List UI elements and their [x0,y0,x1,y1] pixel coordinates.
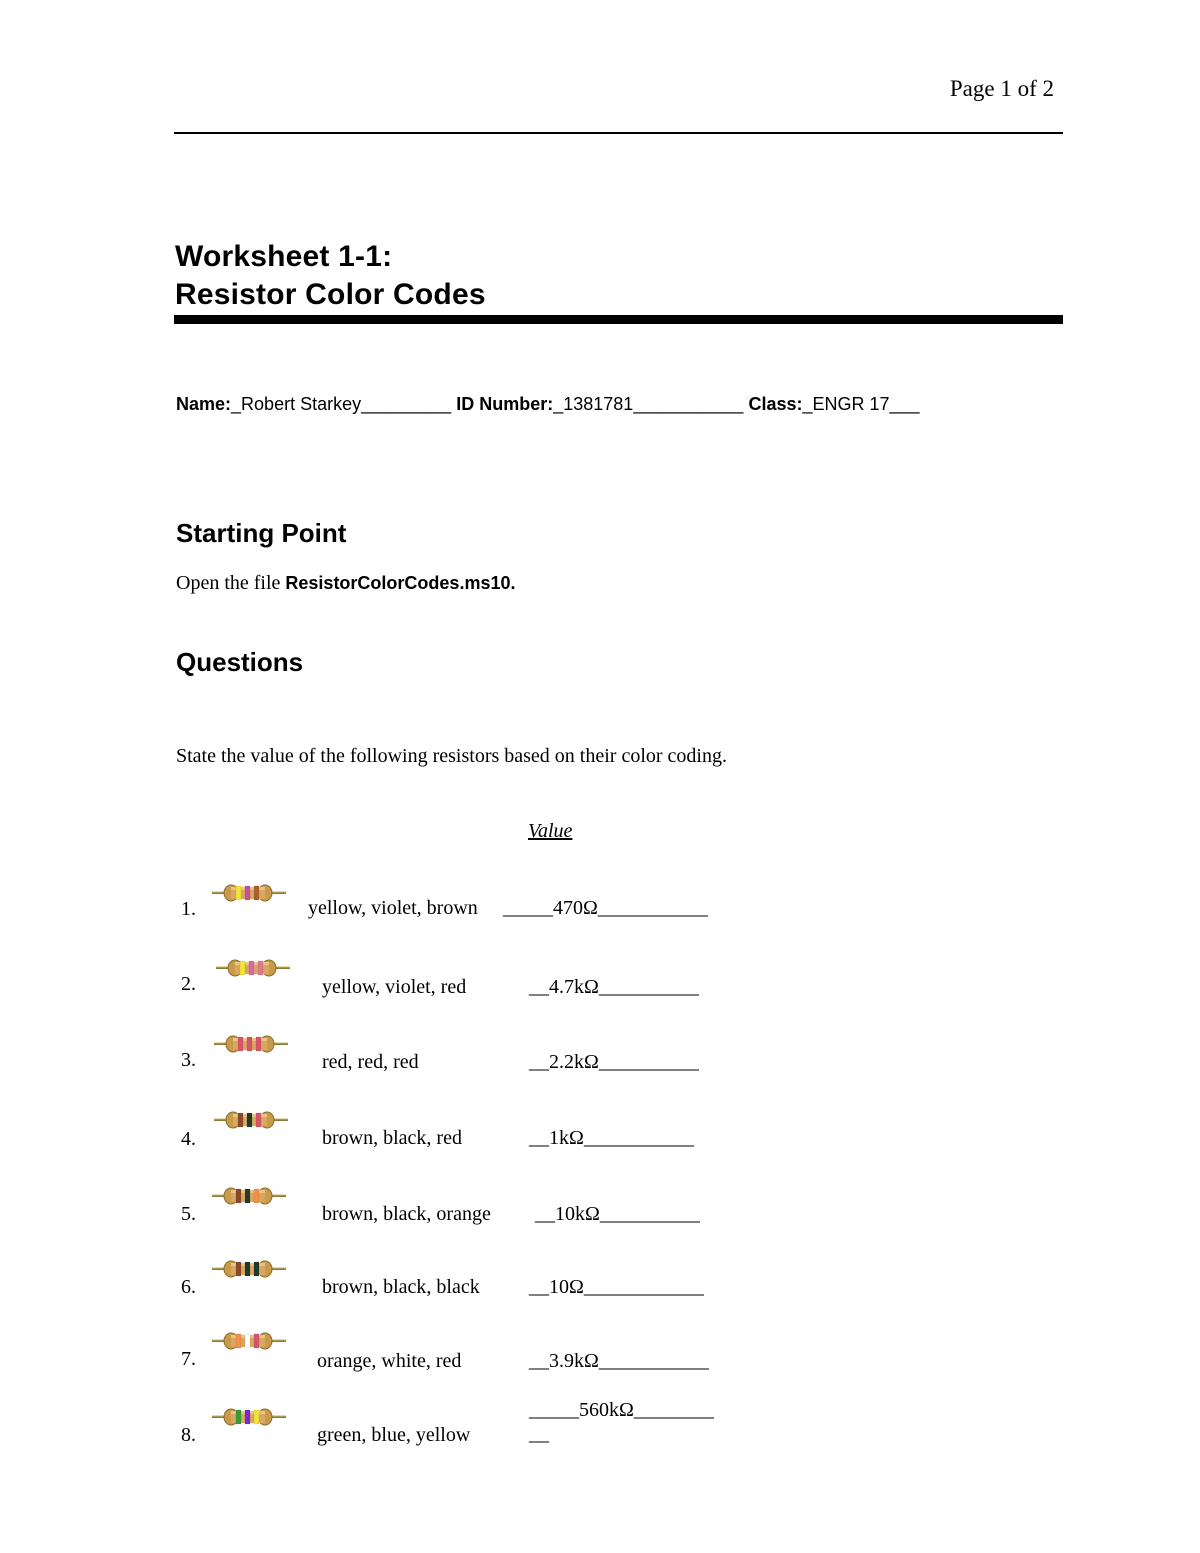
question-8-colors: green, blue, yellow [317,1424,471,1446]
questions-heading: Questions [176,647,304,677]
resistor-4-image [214,1107,288,1133]
starting-point-heading: Starting Point [176,518,347,548]
question-6-colors: brown, black, black [322,1276,480,1298]
name-label: Name: [176,394,232,414]
title-divider [174,315,1063,324]
question-3-number: 3. [181,1049,196,1071]
question-8-answer-line-1: _____560kΩ________ [529,1399,714,1421]
question-3-answer[interactable]: __2.2kΩ__________ [529,1051,699,1073]
question-3-colors: red, red, red [322,1051,419,1073]
questions-instructions: State the value of the following resistors based on their color coding. [176,745,727,767]
id-number-field[interactable]: _1381781___________ [553,394,744,414]
page-number: Page 1 of 2 [949,76,1054,101]
name-field[interactable]: _Robert Starkey_________ [231,394,452,414]
resistor-2-image [216,955,290,981]
open-file-instruction [176,572,515,595]
question-7-number: 7. [181,1348,196,1370]
resistor-1-image [212,880,286,906]
question-2-colors: yellow, violet, red [322,976,467,998]
title-line-1: Worksheet 1-1: [175,240,393,273]
class-field[interactable]: _ENGR 17___ [802,394,920,414]
question-5-answer[interactable]: __10kΩ__________ [535,1203,700,1225]
student-info-line [176,394,920,415]
question-8-answer-line-2: __ [529,1423,549,1445]
resistor-3-image [214,1031,288,1057]
question-1-colors: yellow, violet, brown [308,897,478,919]
header-divider [174,132,1063,134]
question-1-answer[interactable]: _____470Ω___________ [503,897,708,919]
resistor-5-image [212,1183,286,1209]
question-1-number: 1. [181,898,196,920]
class-label: Class: [748,394,803,414]
question-7-colors: orange, white, red [317,1350,462,1372]
question-4-colors: brown, black, red [322,1127,462,1149]
question-7-answer[interactable]: __3.9kΩ___________ [529,1350,709,1372]
title-line-2: Resistor Color Codes [175,278,486,311]
question-4-answer[interactable]: __1kΩ___________ [529,1127,694,1149]
question-5-number: 5. [181,1203,196,1225]
worksheet-title [175,238,486,314]
filename: ResistorColorCodes.ms10. [285,573,516,593]
question-4-number: 4. [181,1128,196,1150]
resistor-8-image [212,1404,286,1430]
question-5-colors: brown, black, orange [322,1203,491,1225]
question-2-answer[interactable]: __4.7kΩ__________ [529,976,699,998]
question-8-number: 8. [181,1424,196,1446]
resistor-7-image [212,1328,286,1354]
open-file-text: Open the file [176,572,286,594]
question-6-answer[interactable]: __10Ω____________ [529,1276,704,1298]
question-8-answer[interactable] [529,1398,714,1446]
question-6-number: 6. [181,1276,196,1298]
id-number-label: ID Number: [456,394,554,414]
value-column-header: Value [528,820,573,842]
question-2-number: 2. [181,973,196,995]
resistor-6-image [212,1256,286,1282]
